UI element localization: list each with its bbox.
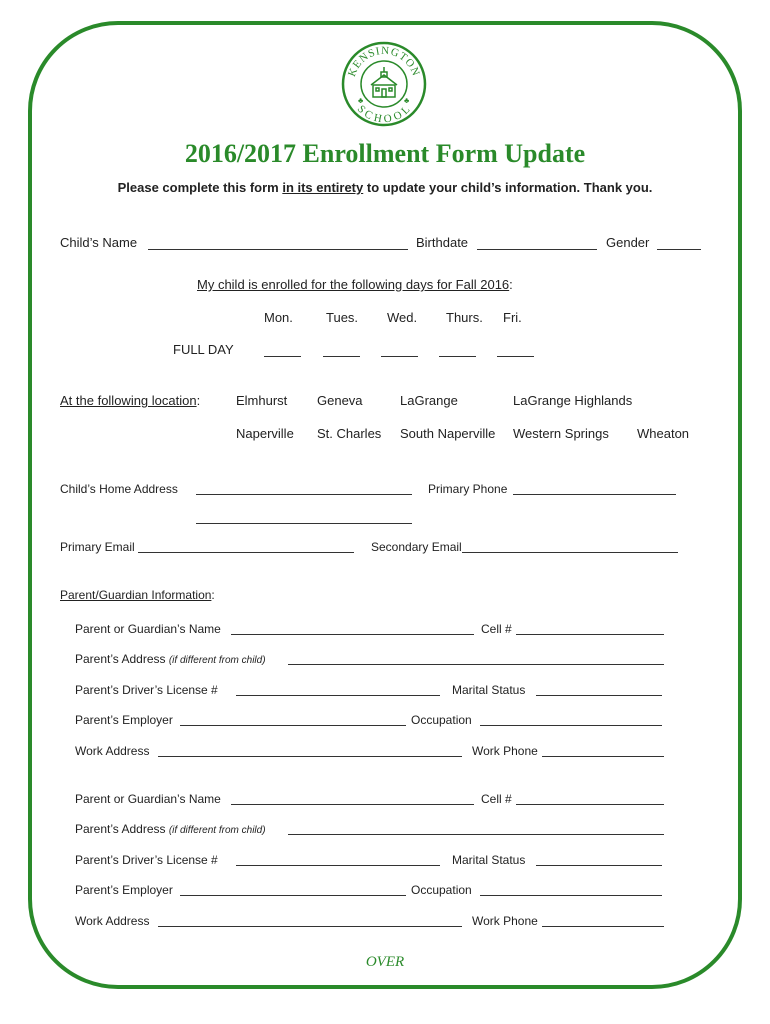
page-title: 2016/2017 Enrollment Form Update [184,139,586,168]
occupation-field[interactable] [480,725,662,726]
day-mon: Mon. [264,310,293,325]
birthdate-label: Birthdate [416,235,469,250]
schoolhouse-icon [371,67,397,97]
secondary-email-label: Secondary Email [371,540,462,554]
day-wed: Wed. [387,310,418,325]
license-field[interactable] [236,865,440,866]
primary-phone-field[interactable] [513,494,676,495]
license-label: Parent’s Driver’s License # [75,683,218,697]
location-option[interactable]: Elmhurst [236,393,288,408]
parent-address-field[interactable] [288,834,664,835]
cell-field[interactable] [516,804,664,805]
guardian-name-label: Parent or Guardian’s Name [75,792,221,806]
employer-field[interactable] [180,725,406,726]
work-address-label: Work Address [75,744,150,758]
parent-address-field[interactable] [288,664,664,665]
employer-field[interactable] [180,895,406,896]
work-address-field[interactable] [158,756,462,757]
primary-phone-label: Primary Phone [428,482,508,496]
location-option[interactable]: Western Springs [513,426,609,441]
location-option[interactable]: LaGrange Highlands [513,393,633,408]
home-address-label: Child’s Home Address [60,482,178,496]
employer-label: Parent’s Employer [75,713,173,727]
location-option[interactable]: LaGrange [400,393,458,408]
parent-address-label: Parent’s Address (if different from child) [75,652,266,666]
location-option[interactable]: St. Charles [317,426,382,441]
guardian-heading: Parent/Guardian Information: [60,588,215,602]
guardian-name-field[interactable] [231,804,474,805]
fri-field[interactable] [497,356,534,357]
thurs-field[interactable] [439,356,476,357]
license-label: Parent’s Driver’s License # [75,853,218,867]
gender-field[interactable] [657,249,701,250]
childs-name-label: Child’s Name [60,235,138,250]
employer-label: Parent’s Employer [75,883,173,897]
school-logo [341,41,427,127]
secondary-email-field[interactable] [462,552,678,553]
birthdate-field[interactable] [477,249,597,250]
occupation-label: Occupation [411,713,472,727]
parent-address-label: Parent’s Address (if different from child) [75,822,266,836]
primary-email-field[interactable] [138,552,354,553]
location-option[interactable]: South Naperville [400,426,496,441]
day-fri: Fri. [503,310,522,325]
primary-email-label: Primary Email [60,540,135,554]
work-phone-field[interactable] [542,926,664,927]
tues-field[interactable] [323,356,360,357]
work-phone-label: Work Phone [472,914,538,928]
marital-label: Marital Status [452,853,526,867]
days-heading: My child is enrolled for the following days for Fall 2016: [197,277,513,292]
work-phone-label: Work Phone [472,744,538,758]
home-address-field-2[interactable] [196,523,412,524]
marital-field[interactable] [536,865,662,866]
work-address-label: Work Address [75,914,150,928]
clover-right-icon: ♣ [404,96,410,105]
instructions: Please complete this form in its entirety to update your child’s information. Thank you. [117,180,653,195]
day-tues: Tues. [326,310,359,325]
work-phone-field[interactable] [542,756,664,757]
logo-top-text: KENSINGTON [346,44,422,79]
cell-label: Cell # [481,792,512,806]
guardian-name-label: Parent or Guardian’s Name [75,622,221,636]
childs-name-field[interactable] [148,249,408,250]
location-option[interactable]: Naperville [236,426,294,441]
location-label: At the following location: [60,393,201,408]
location-option[interactable]: Wheaton [637,426,690,441]
home-address-field[interactable] [196,494,412,495]
mon-field[interactable] [264,356,301,357]
occupation-field[interactable] [480,895,662,896]
occupation-label: Occupation [411,883,472,897]
location-option[interactable]: Geneva [317,393,363,408]
license-field[interactable] [236,695,440,696]
clover-left-icon: ♣ [358,96,364,105]
cell-field[interactable] [516,634,664,635]
full-day-label: FULL DAY [173,342,234,357]
guardian-name-field[interactable] [231,634,474,635]
gender-label: Gender [606,235,650,250]
logo-bottom-text: SCHOOL [354,103,414,126]
over-label: OVER [365,954,405,970]
marital-label: Marital Status [452,683,526,697]
work-address-field[interactable] [158,926,462,927]
day-thurs: Thurs. [446,310,483,325]
marital-field[interactable] [536,695,662,696]
cell-label: Cell # [481,622,512,636]
wed-field[interactable] [381,356,418,357]
